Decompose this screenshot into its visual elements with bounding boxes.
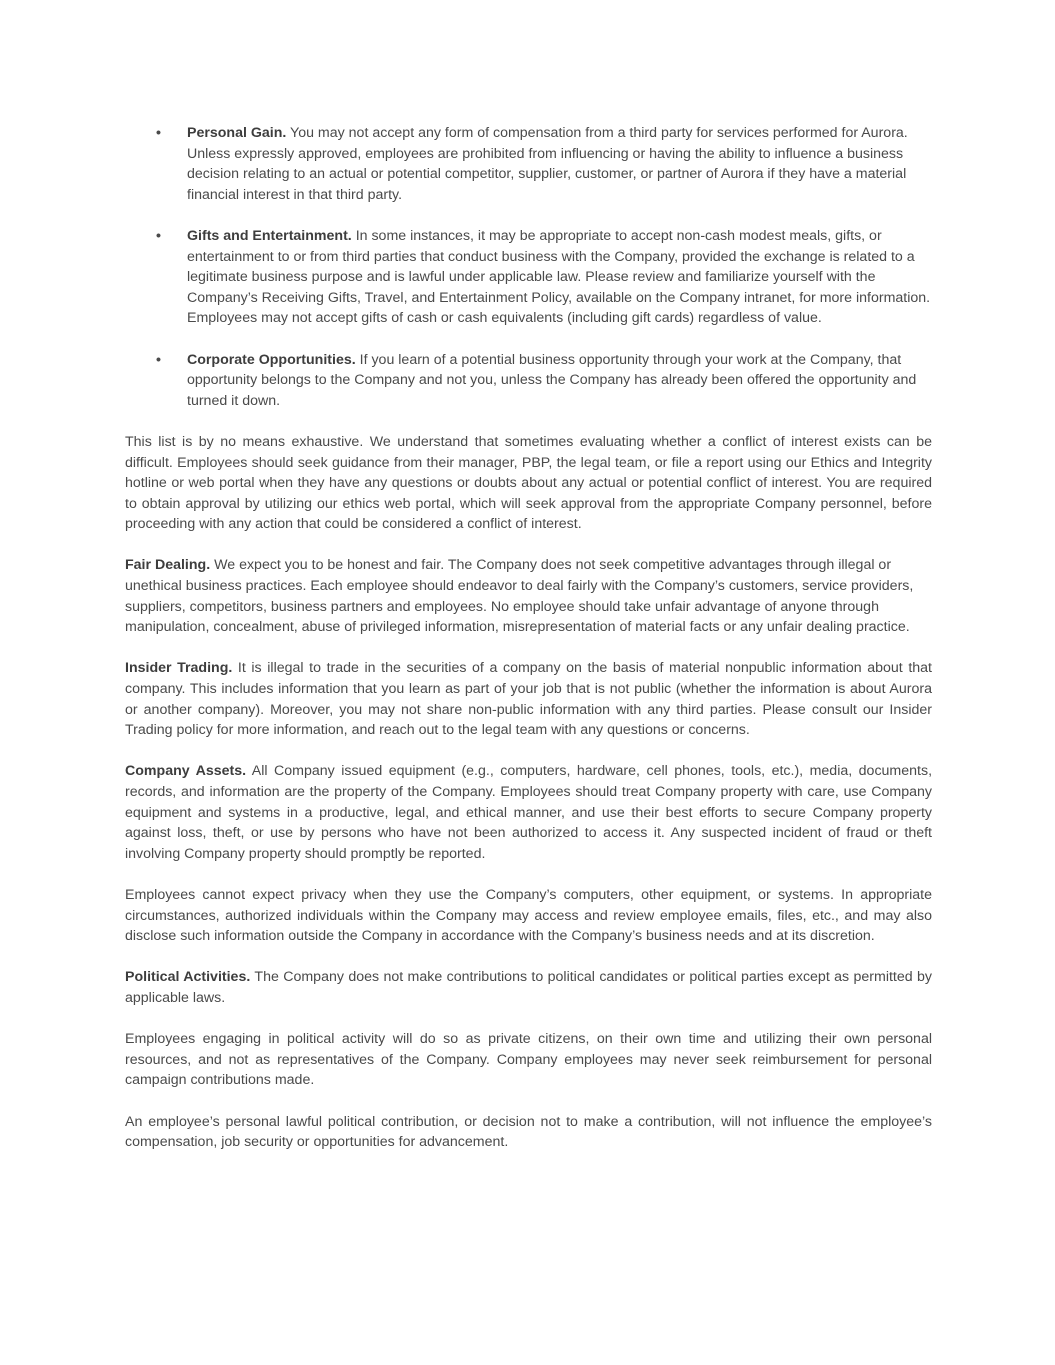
section-text: All Company issued equipment (e.g., computers, hardware, cell phones, tools, etc.), media, documents, records, and information are the property of the Company. Employees should treat Company property with care, use Company equipment and systems in a productive, legal, and ethical manner, and use their best efforts to secure Company property against loss, theft, or use by persons who have not been authorized to access it. Any suspected incident of fraud or theft involving Company property should promptly be reported. [125,763,933,862]
exhaustive-paragraph: This list is by no means exhaustive. We understand that sometimes evaluating whether a conflict of interest exists can be difficult. Employees should seek guidance from their manager, PBP, the legal team, or file a report using our Ethics and Integrity hotline or web portal when they have any questions or doubts about any actual or potential conflict of interest. You are required to obtain approval by utilizing our ethics web portal, which will seek approval from the appropriate Company personnel, before proceeding with any action that could be considered a conflict of interest. [125,433,932,533]
bullet-text: You may not accept any form of compensation from a third party for services performed for Aurora. Unless expressly approved, employees are prohibited from influencing or having the ability to influence a business decision relating to an actual or potential competitor, supplier, customer, or partner of Aurora if they have a material financial interest in that third party. [187,125,908,203]
section-text: It is illegal to trade in the securities of a company on the basis of material nonpublic information about that company. This includes information that you learn as part of your job that is not public (whether the information is about Aurora or another company). Moreover, you may not share non-public information with any third parties. Please consult our Insider Trading policy for more information, and reach out to the legal team with any questions or concerns. [125,660,932,739]
fair-dealing-paragraph [125,555,932,637]
privacy-paragraph: Employees cannot expect privacy when they use the Company’s computers, other equipment, or systems. In appropriate circumstances, authorized individuals within the Company may access and review employee emails, files, etc., and may also disclose such information outside the Company in accordance with the Company’s business needs and at its discretion. [125,886,932,945]
section-heading: Company Assets. [125,763,247,780]
section-heading: Fair Dealing. [125,557,211,574]
political-activities-paragraph [125,967,932,1008]
list-item-personal-gain [125,123,932,205]
section-text: The Company does not make contributions to political candidates or political parties except as permitted by applicable laws. [125,969,933,1006]
conflict-of-interest-list [125,123,932,411]
bullet-heading: Corporate Opportunities. [187,351,356,368]
section-heading: Insider Trading. [125,660,233,677]
political-private-citizens-paragraph: Employees engaging in political activity will do so as private citizens, on their own time and utilizing their own personal resources, and not as representatives of the Company. Company employees may never seek reimbursement for personal campaign contributions made. [125,1031,932,1089]
document-page [125,123,932,1173]
list-item-gifts-entertainment [125,226,932,329]
bullet-text: In some instances, it may be appropriate to accept non-cash modest meals, gifts, or entertainment to or from third parties that conduct business with the Company, provided the exchange is related to a legitimate business purpose and is lawful under applicable law. Please review and familiarize yourself with the Company’s Receiving Gifts, Travel, and Entertainment Policy, available on the Company intranet, for more information. Employees may not accept gifts of cash or cash equivalents (including gift cards) regardless of value. [187,227,931,327]
bullet-icon: • [156,227,161,244]
insider-trading-paragraph [125,658,932,740]
bullet-icon: • [156,351,161,368]
company-assets-paragraph [125,761,932,864]
bullet-text: If you learn of a potential business opportunity through your work at the Company, that opportunity belongs to the Company and not you, unless the Company has already been offered the opportunity and turned it down. [187,351,917,409]
list-item-corporate-opportunities [125,350,932,412]
bullet-heading: Gifts and Entertainment. [187,227,352,244]
bullet-icon: • [156,125,161,141]
political-contribution-paragraph: An employee’s personal lawful political contribution, or decision not to make a contribution, will not influence the employee’s compensation, job security or opportunities for advancement. [125,1113,932,1151]
section-heading: Political Activities. [125,969,251,986]
section-text: We expect you to be honest and fair. The Company does not seek competitive advantages through illegal or unethical business practices. Each employee should endeavor to deal fairly with the Company’s customers, service providers, suppliers, competitors, business partners and employees. No employee should take unfair advantage of anyone through manipulation, concealment, abuse of privileged information, misrepresentation of material facts or any unfair dealing practice. [125,557,914,636]
bullet-heading: Personal Gain. [187,125,287,141]
